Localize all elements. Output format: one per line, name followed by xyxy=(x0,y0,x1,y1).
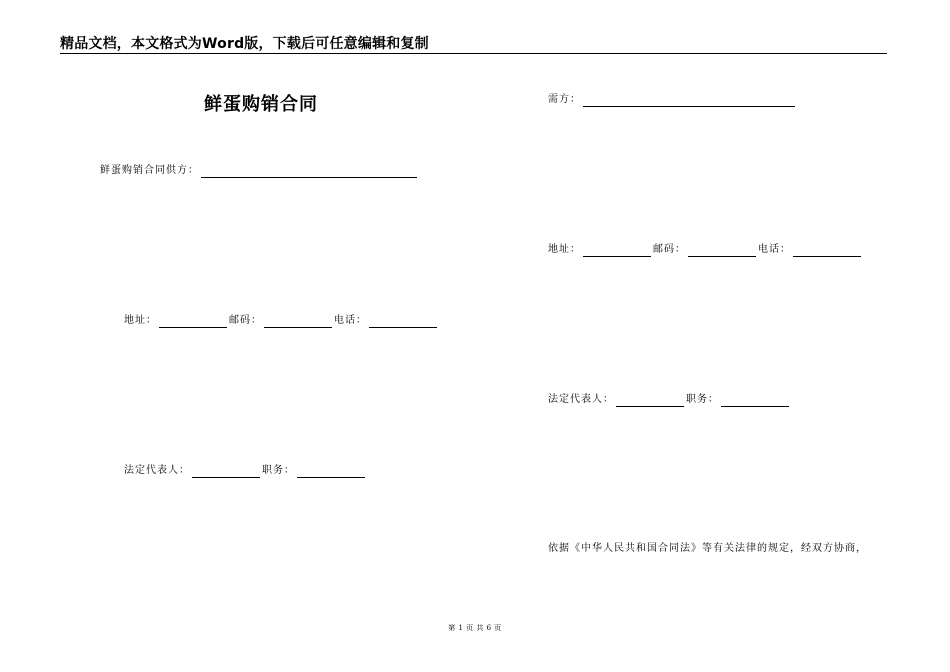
phone-blank[interactable] xyxy=(793,245,861,257)
buyer-contact-line xyxy=(548,243,863,257)
postcode-blank[interactable] xyxy=(688,245,756,257)
buyer-line xyxy=(548,93,797,107)
header-notice: 精品文档，本文格式为Word版，下载后可任意编辑和复制 xyxy=(60,36,429,52)
postcode-label: 邮码： xyxy=(653,244,686,255)
buyer-rep-line xyxy=(548,393,791,407)
address-blank[interactable] xyxy=(583,245,651,257)
position-label: 职务： xyxy=(262,465,295,476)
document-title: 鲜蛋购销合同 xyxy=(204,94,318,115)
position-blank[interactable] xyxy=(297,466,365,478)
postcode-blank[interactable] xyxy=(264,316,332,328)
rep-label: 法定代表人： xyxy=(548,394,614,405)
supplier-line xyxy=(100,164,419,178)
legal-basis-text: 依据《中华人民共和国合同法》等有关法律的规定，经双方协商， xyxy=(548,543,867,554)
postcode-label: 邮码： xyxy=(229,315,262,326)
page-number: 第 1 页 共 6 页 xyxy=(448,624,502,632)
position-label: 职务： xyxy=(686,394,719,405)
address-blank[interactable] xyxy=(159,316,227,328)
position-blank[interactable] xyxy=(721,395,789,407)
rep-label: 法定代表人： xyxy=(124,465,190,476)
phone-label: 电话： xyxy=(334,315,367,326)
supplier-blank[interactable] xyxy=(201,166,417,178)
address-label: 地址： xyxy=(124,315,157,326)
phone-blank[interactable] xyxy=(369,316,437,328)
buyer-label: 需方： xyxy=(548,94,581,105)
document-header xyxy=(60,33,887,54)
rep-blank[interactable] xyxy=(616,395,684,407)
phone-label: 电话： xyxy=(758,244,791,255)
supplier-rep-line xyxy=(124,464,367,478)
supplier-contact-line xyxy=(124,314,439,328)
buyer-blank[interactable] xyxy=(583,95,795,107)
supplier-label: 鲜蛋购销合同供方： xyxy=(100,165,199,176)
rep-blank[interactable] xyxy=(192,466,260,478)
address-label: 地址： xyxy=(548,244,581,255)
